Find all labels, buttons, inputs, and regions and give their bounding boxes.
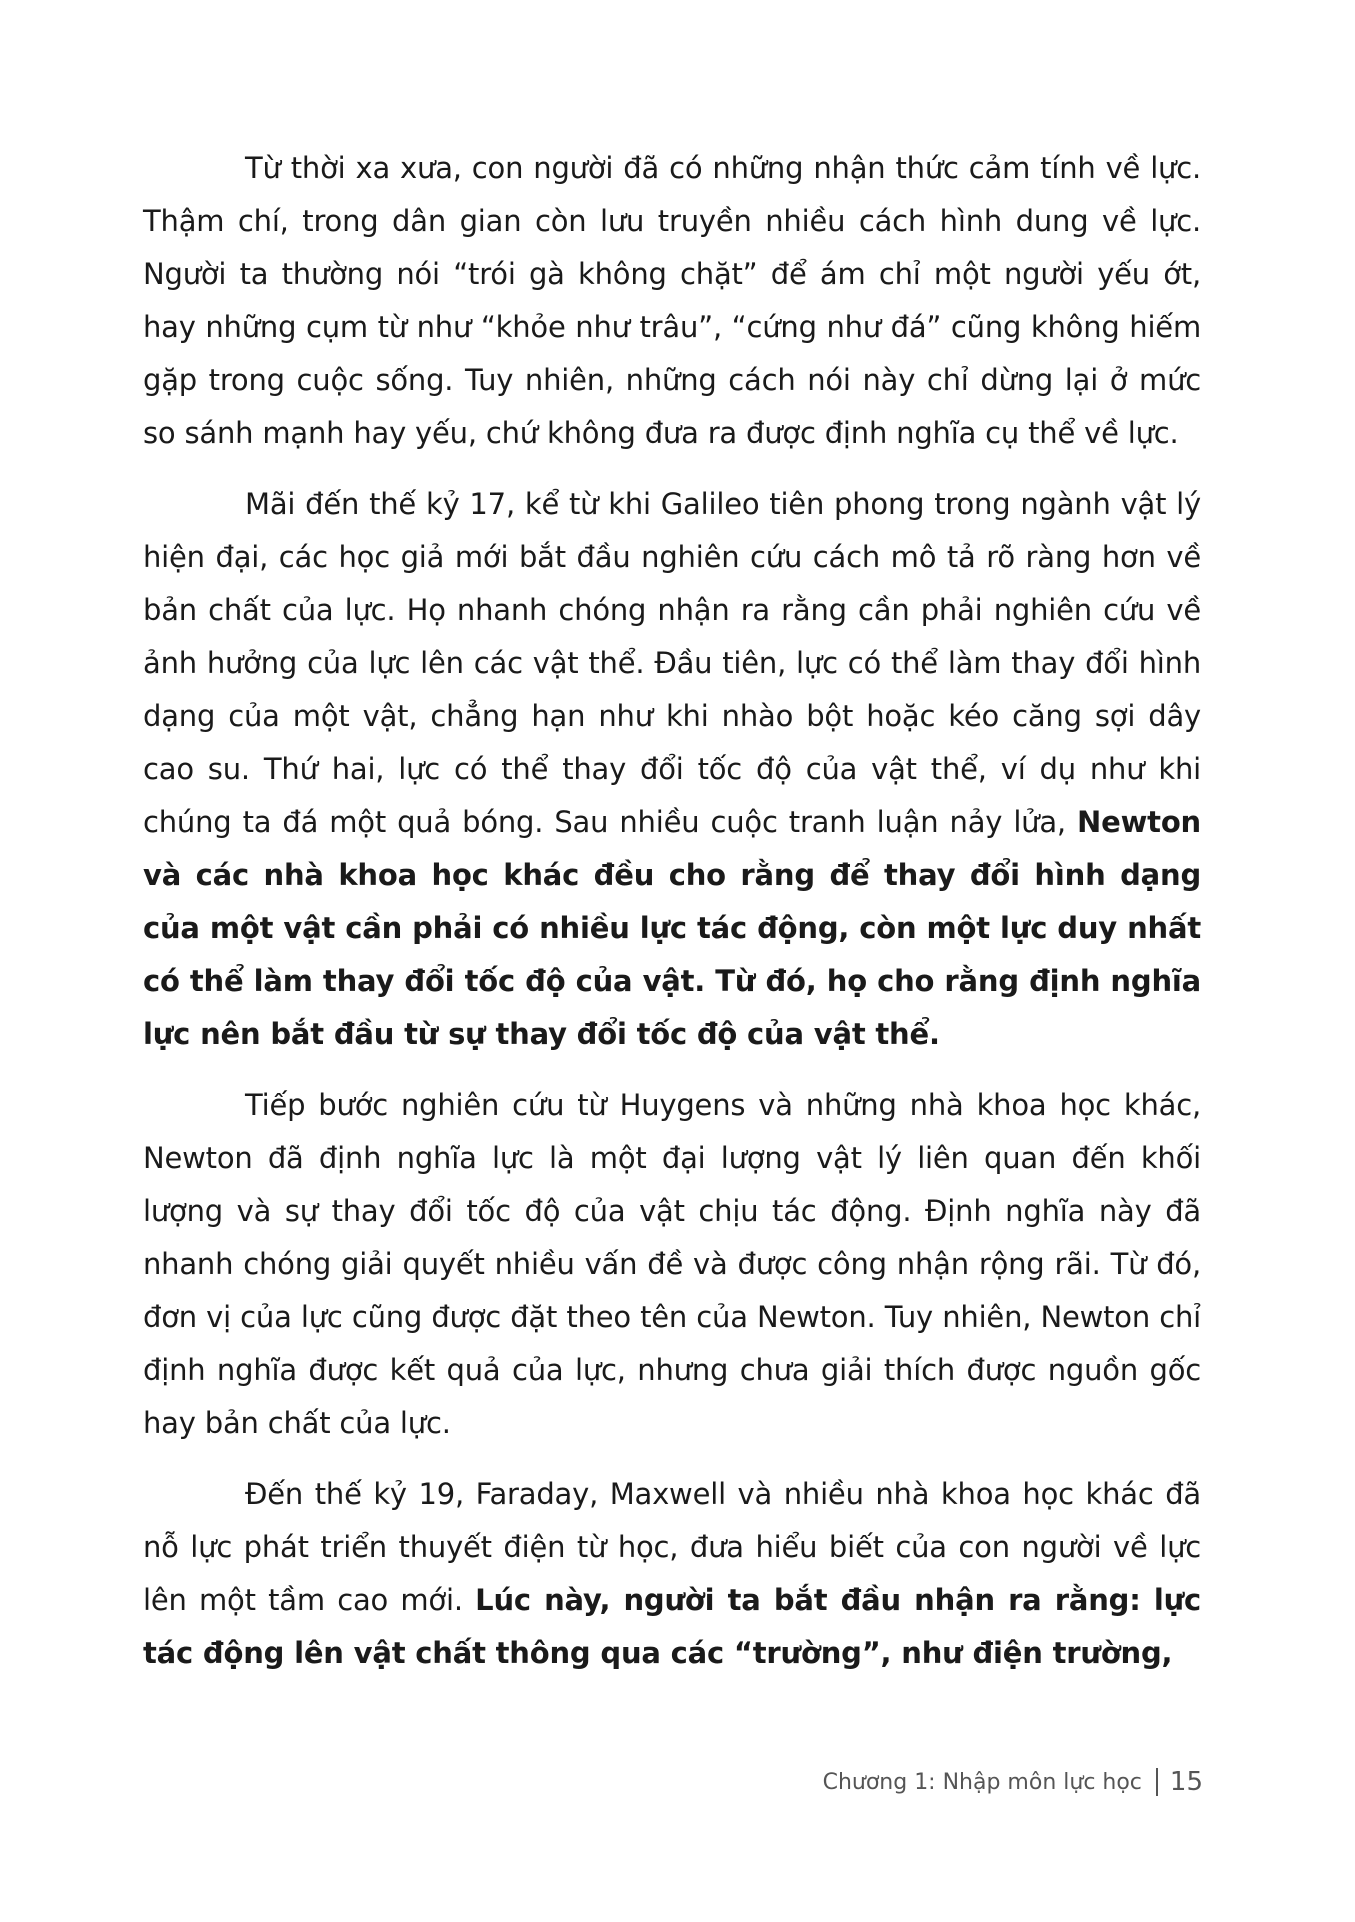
page-number: 15 bbox=[1169, 1767, 1203, 1797]
footer-divider bbox=[1156, 1768, 1158, 1796]
paragraph-2 bbox=[143, 478, 1201, 1061]
page-body bbox=[143, 142, 1201, 1698]
paragraph-3 bbox=[143, 1079, 1201, 1450]
paragraph-4 bbox=[143, 1468, 1201, 1680]
paragraph-text: Từ thời xa xưa, con người đã có những nhận thức cảm tính về lực. Thậm chí, trong dân gian còn lưu truyền nhiều cách hình dung về lực. Người ta thường nói “trói gà không chặt” để ám chỉ một người yếu ớt, hay những cụm từ như “khỏe như trâu”, “cứng như đá” cũng không hiếm gặp trong cuộc sống. Tuy nhiên, những cách nói này chỉ dừng lại ở mức so sánh mạnh hay yếu, chứ không đưa ra được định nghĩa cụ thể về lực. bbox=[143, 151, 1201, 450]
paragraph-text: Mãi đến thế kỷ 17, kể từ khi Galileo tiên phong trong ngành vật lý hiện đại, các học giả mới bắt đầu nghiên cứu cách mô tả rõ ràng hơn về bản chất của lực. Họ nhanh chóng nhận ra rằng cần phải nghiên cứu về ảnh hưởng của lực lên các vật thể. Đầu tiên, lực có thể làm thay đổi hình dạng của một vật, chẳng hạn như khi nhào bột hoặc kéo căng sợi dây cao su. Thứ hai, lực có thể thay đổi tốc độ của vật thể, ví dụ như khi chúng ta đá một quả bóng. Sau nhiều cuộc tranh luận nảy lửa, bbox=[143, 487, 1201, 839]
paragraph-bold-text: Newton và các nhà khoa học khác đều cho rằng để thay đổi hình dạng của một vật cần phải có nhiều lực tác động, còn một lực duy nhất có thể làm thay đổi tốc độ của vật. Từ đó, họ cho rằng định nghĩa lực nên bắt đầu từ sự thay đổi tốc độ của vật thể. bbox=[143, 805, 1201, 1051]
paragraph-1 bbox=[143, 142, 1201, 460]
paragraph-bold-text: Lúc này, người ta bắt đầu nhận ra rằng: lực tác động lên vật chất thông qua các “trường”, như điện trường, bbox=[143, 1583, 1202, 1670]
paragraph-text: Tiếp bước nghiên cứu từ Huygens và những nhà khoa học khác, Newton đã định nghĩa lực là một đại lượng vật lý liên quan đến khối lượng và sự thay đổi tốc độ của vật chịu tác động. Định nghĩa này đã nhanh chóng giải quyết nhiều vấn đề và được công nhận rộng rãi. Từ đó, đơn vị của lực cũng được đặt theo tên của Newton. Tuy nhiên, Newton chỉ định nghĩa được kết quả của lực, nhưng chưa giải thích được nguồn gốc hay bản chất của lực. bbox=[143, 1088, 1201, 1440]
footer-chapter-title: Chương 1: Nhập môn lực học bbox=[822, 1769, 1142, 1795]
page-footer bbox=[823, 1767, 1203, 1797]
paragraph-text: Đến thế kỷ 19, Faraday, Maxwell và nhiều nhà khoa học khác đã nỗ lực phát triển thuyết điện từ học, đưa hiểu biết của con người về lực lên một tầm cao mới. bbox=[143, 1477, 1201, 1617]
